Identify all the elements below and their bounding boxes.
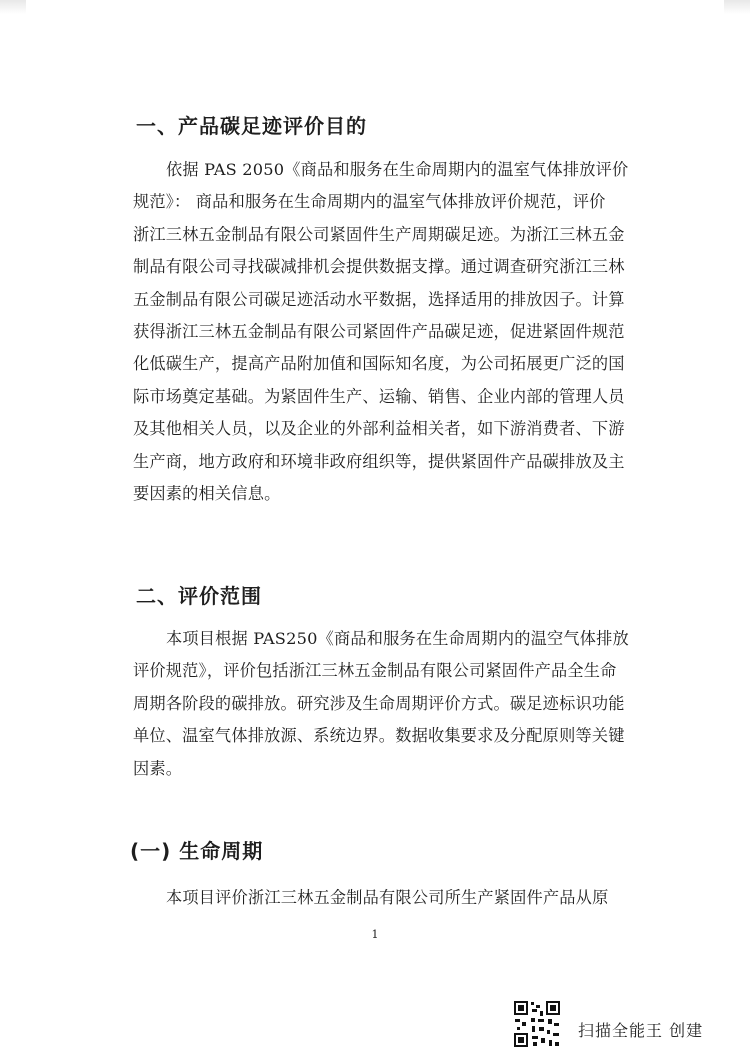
- text-line: 依据 PAS 2050《商品和服务在生命周期内的温室气体排放评价: [166, 160, 629, 179]
- paragraph-scope: [133, 623, 629, 785]
- text-line: 周期各阶段的碳排放。研究涉及生命周期评价方式。碳足迹标识功能: [133, 693, 625, 713]
- section-heading-purpose: 一、产品碳足迹评价目的: [136, 114, 367, 138]
- text-line: 本项目根据 PAS250《商品和服务在生命周期内的温空气体排放: [166, 629, 629, 648]
- paragraph-purpose: [133, 154, 629, 510]
- scan-corner-shadow: [0, 0, 26, 14]
- page-number: 1: [371, 928, 379, 941]
- text-line: 单位、温室气体排放源、系统边界。数据收集要求及分配原则等关键: [133, 726, 625, 746]
- scan-corner-shadow: [724, 0, 750, 14]
- text-line: 制品有限公司寻找碳减排机会提供数据支撑。通过调查研究浙江三林: [133, 257, 625, 277]
- section-heading-scope: 二、评价范围: [136, 584, 262, 608]
- text-line: 浙江三林五金制品有限公司紧固件生产周期碳足迹。为浙江三林五金: [133, 224, 625, 244]
- qr-code-icon: [513, 1000, 561, 1048]
- text-line: 规范》： 商品和服务在生命周期内的温室气体排放评价规范，评价: [133, 192, 606, 212]
- text-line: 生产商，地方政府和环境非政府组织等，提供紧固件产品碳排放及主: [133, 451, 625, 471]
- text-line: 要因素的相关信息。: [133, 484, 281, 504]
- text-line: 化低碳生产，提高产品附加值和国际知名度，为公司拓展更广泛的国: [133, 354, 625, 374]
- paragraph-lifecycle: [133, 882, 629, 914]
- text-line: 获得浙江三林五金制品有限公司紧固件产品碳足迹，促进紧固件规范: [133, 322, 625, 342]
- scanner-watermark: 扫描全能王 创建: [578, 1021, 704, 1040]
- text-line: 及其他相关人员，以及企业的外部利益相关者，如下游消费者、下游: [133, 419, 625, 439]
- text-line: 五金制品有限公司碳足迹活动水平数据，选择适用的排放因子。计算: [133, 289, 625, 309]
- text-line: 本项目评价浙江三林五金制品有限公司所生产紧固件产品从原: [166, 888, 609, 907]
- text-line: 因素。: [133, 758, 183, 778]
- text-line: 评价规范》，评价包括浙江三林五金制品有限公司紧固件产品全生命: [133, 661, 617, 681]
- text-line: 际市场奠定基础。为紧固件生产、运输、销售、企业内部的管理人员: [133, 386, 625, 406]
- section-heading-lifecycle: (一) 生命周期: [130, 839, 264, 863]
